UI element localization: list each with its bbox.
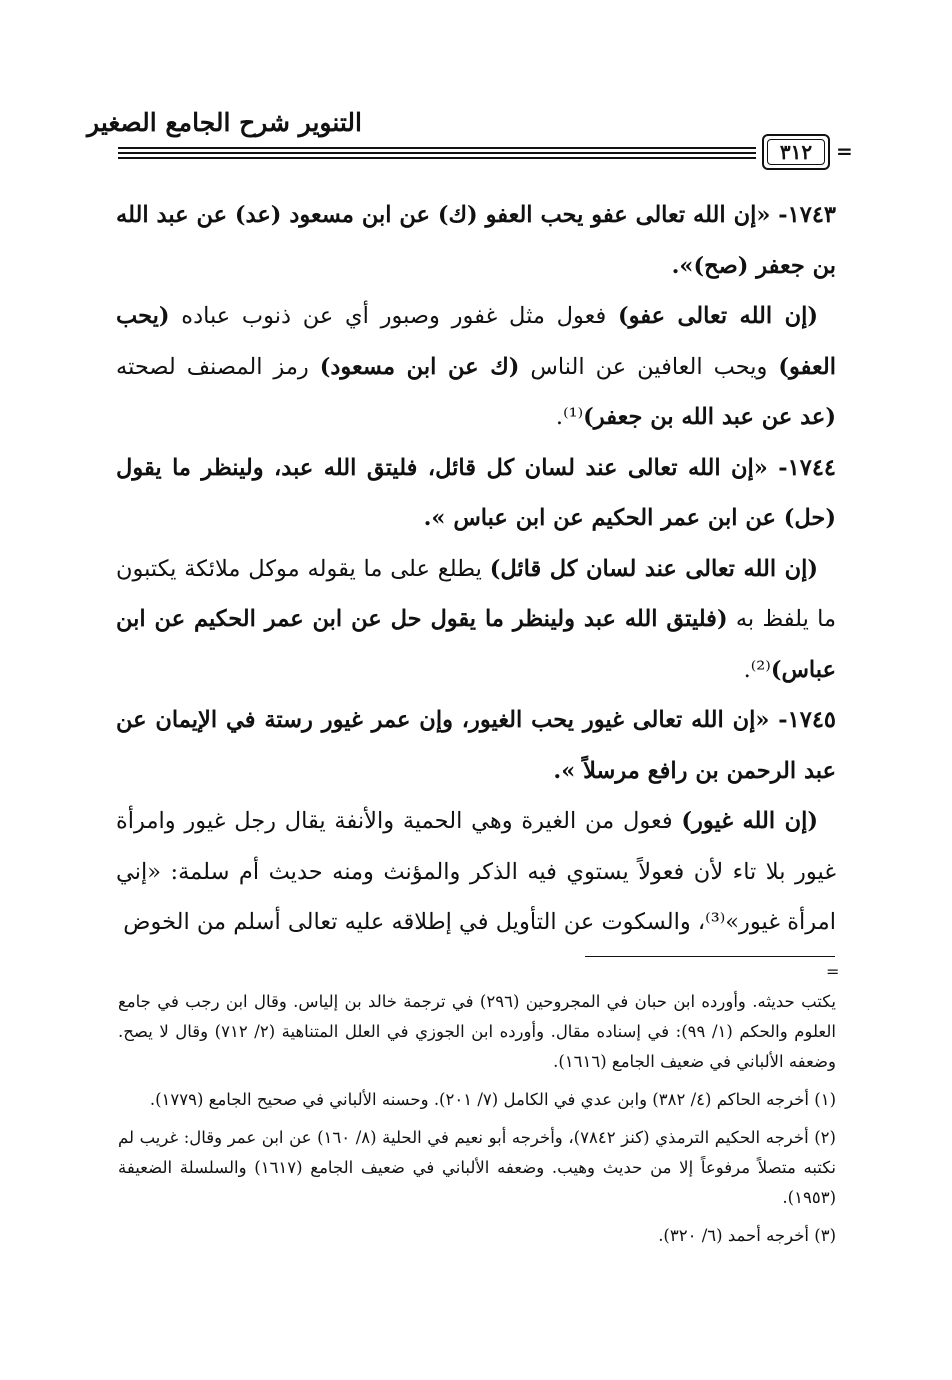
footnote-2: (٢) أخرجه الحكيم الترمذي (كنز ٧٨٤٢)، وأخرجه أبو نعيم في الحلية (٨/ ١٦٠) عن ابن عمر وقال: غريب لم نكتبه متصلاً مرفوعاً إلا من حديث وهيب. وضعفه الألباني في ضعيف الجامع (١٦١٧) والسلسلة الضعيفة (١٩٥٣). xyxy=(118,1128,836,1207)
commentary-phrase: فعول مثل غفور وصبور أي عن ذنوب عباده xyxy=(169,303,618,329)
hadith-1744: ١٧٤٤- «إن الله تعالى عند لسان كل قائل، فليتق الله عبد، ولينظر ما يقول (حل) عن ابن عمر الحكيم عن ابن عباس ». xyxy=(116,454,836,531)
footnote-separator xyxy=(585,956,835,957)
commentary-phrase: (عد عن عبد الله بن جعفر) xyxy=(583,404,836,430)
hadith-1743: ١٧٤٣- «إن الله تعالى عفو يحب العفو (ك) عن ابن مسعود (عد) عن عبد الله بن جعفر (صح)». xyxy=(116,202,836,279)
header-mark: = xyxy=(836,139,853,163)
commentary-phrase: (ك عن ابن مسعود) xyxy=(319,353,520,380)
commentary-phrase: . xyxy=(555,404,564,430)
commentary xyxy=(116,796,836,948)
footnote-ref: ⁽¹⁾ xyxy=(563,404,584,430)
commentary-phrase: (إن الله غيور) xyxy=(681,808,818,834)
footnote-1: (١) أخرجه الحاكم (٤/ ٣٨٢) وابن عدي في الكامل (٧/ ٢٠١). وحسنه الألباني في صحيح الجامع (١٧٧٩). xyxy=(149,1090,836,1109)
commentary-phrase: يطلع على ما يقوله موكل ملائكة يكتبون ما يلفظ به xyxy=(116,555,836,632)
footnotes xyxy=(118,987,836,1259)
commentary-phrase: ويحب العافين عن الناس xyxy=(519,353,779,380)
footnote-continuation-mark: = xyxy=(826,962,840,981)
page-number: ٣١٢ xyxy=(779,140,813,164)
commentary-phrase: (إن الله تعالى عفو) xyxy=(618,303,818,329)
commentary-phrase: (فليتق الله عبد ولينظر ما يقول حل عن ابن عمر الحكيم عن ابن عباس) xyxy=(116,606,836,683)
commentary-phrase: (إن الله تعالى عند لسان كل قائل) xyxy=(489,555,818,582)
footnote-ref: ⁽³⁾ xyxy=(705,909,726,935)
commentary xyxy=(116,291,836,443)
hadith-1745: ١٧٤٥- «إن الله تعالى غيور يحب الغيور، وإن عمر غيور رستة في الإيمان عن عبد الرحمن بن رافع مرسلاً ». xyxy=(116,707,836,784)
header-rule xyxy=(118,152,756,154)
page-number-box xyxy=(762,134,830,170)
commentary-phrase: فعول من الغيرة وهي الحمية والأنفة يقال رجل غيور وامرأة غيور بلا تاء لأن فعولاً يستوي فيه الذكر والمؤنث ومنه حديث أم سلمة: «إني امرأة غيور» xyxy=(116,808,836,935)
commentary-phrase: ، والسكوت عن التأويل في إطلاقه عليه تعالى أسلم من الخوض xyxy=(123,909,706,935)
main-text xyxy=(116,190,836,948)
header-rule xyxy=(118,147,756,149)
footnote-continued: يكتب حديثه. وأورده ابن حبان في المجروحين (٢٩٦) في ترجمة خالد بن إلياس. وقال ابن رجب في جامع العلوم والحكم (١/ ٩٩): في إسناده مقال. وأورده ابن الجوزي في العلل المتناهية (٢/ ٧١٢) وقال لا يصح. وضعفه الألباني في ضعيف الجامع (١٦١٦). xyxy=(118,992,836,1071)
footnote-ref: ⁽²⁾ xyxy=(750,656,771,683)
header-rule xyxy=(118,157,756,159)
commentary xyxy=(116,544,836,696)
commentary-phrase: رمز المصنف لصحته xyxy=(116,353,320,380)
commentary-phrase: . xyxy=(743,656,751,683)
footnote-3: (٣) أخرجه أحمد (٦/ ٣٢٠). xyxy=(658,1226,836,1245)
running-header-title: التنوير شرح الجامع الصغير xyxy=(87,108,362,137)
commentary-phrase: (يحب العفو) xyxy=(116,303,836,380)
